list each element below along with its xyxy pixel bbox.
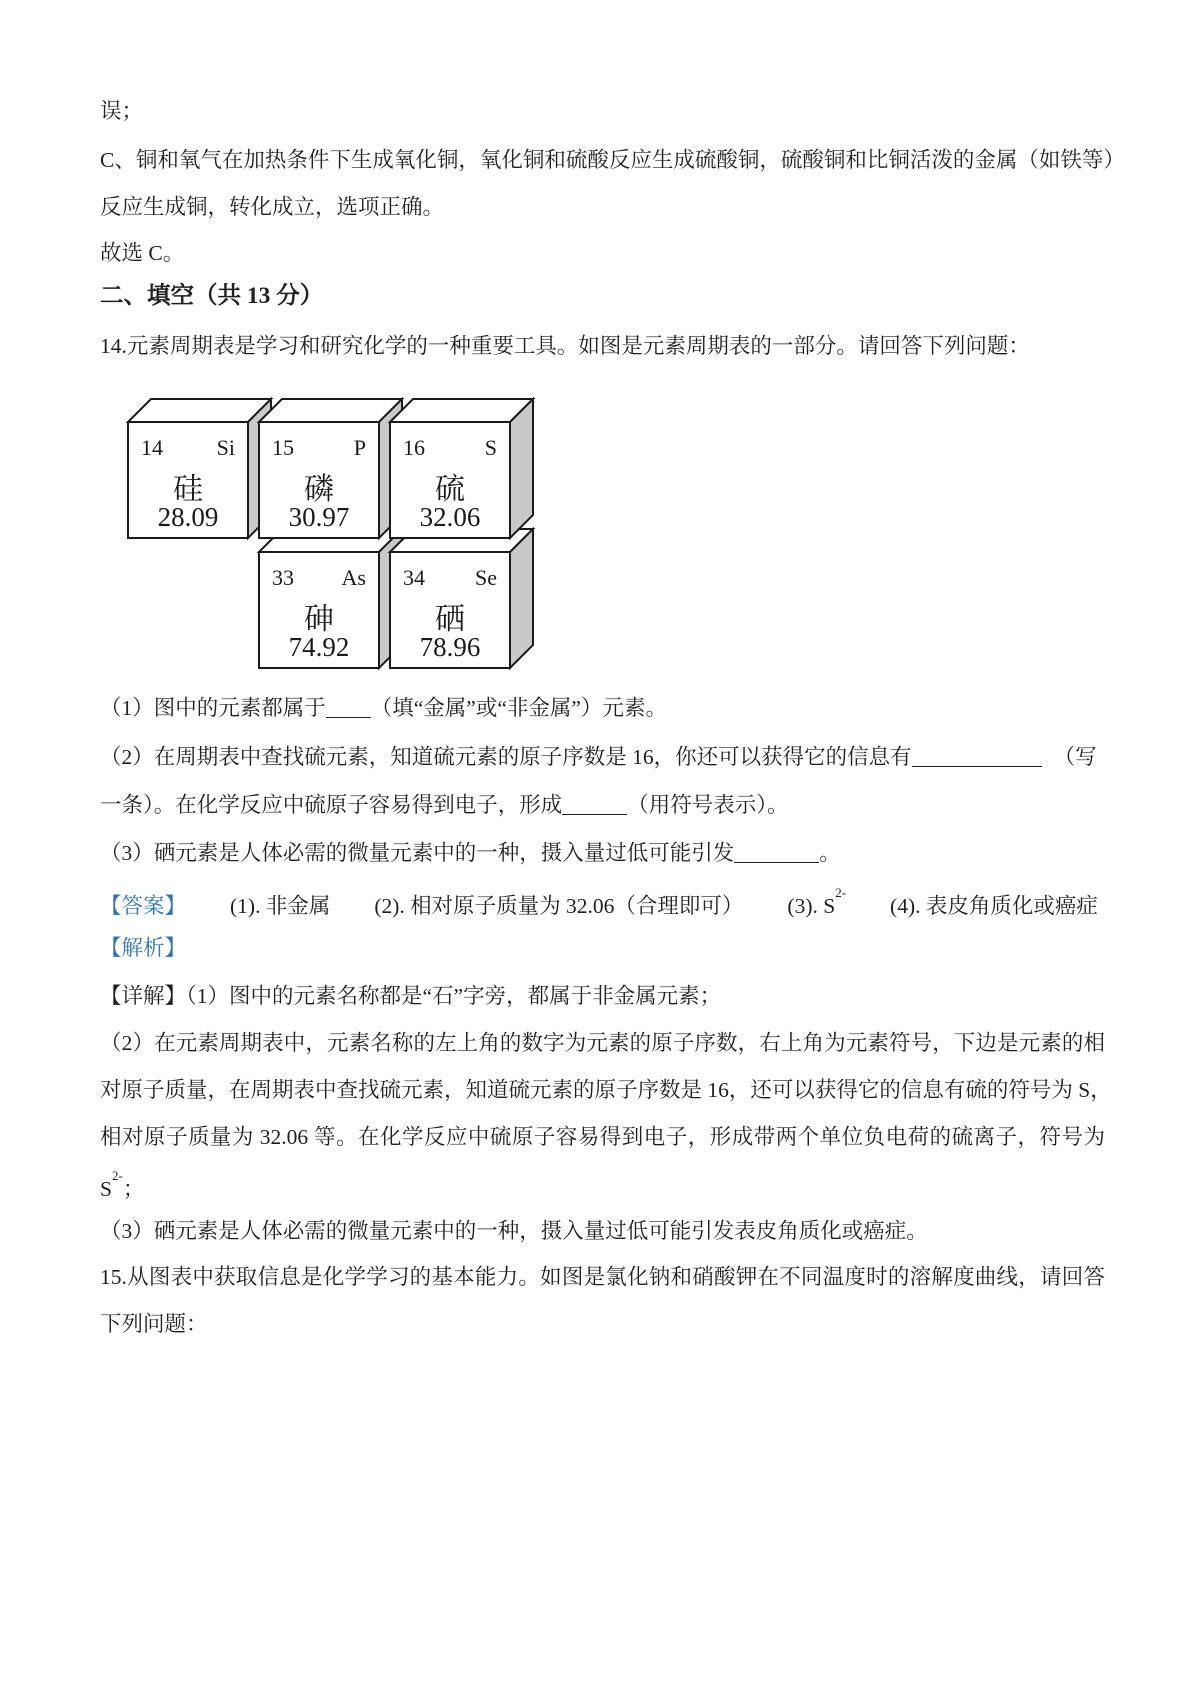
- detail-paragraph-1: [100, 982, 1105, 1010]
- element-cell-si: [128, 399, 271, 538]
- answer-item-3: (3). $S^{2-}$: [787, 885, 847, 919]
- sub2-text-before: （2）在周期表中查找硫元素，知道硫元素的原子序数是 16，你还可以获得它的信息有: [100, 745, 912, 769]
- element-symbol: As: [341, 565, 366, 590]
- explanation-line-option-c: C、铜和氧气在加热条件下生成氧化铜，氧化铜和硫酸反应生成硫酸铜，硫酸铜和比铜活泼的金属（如铁等）: [100, 148, 1125, 172]
- element-number: 14: [141, 435, 163, 460]
- detail-paragraph-2-line4: [100, 1170, 1105, 1203]
- detail-paragraph-2-line1: （2）在元素周期表中，元素名称的左上角的数字为元素的原子序数，右上角为元素符号，下边是元素的相: [100, 1031, 1105, 1055]
- element-cell-s: [390, 399, 533, 538]
- element-symbol: S: [484, 435, 497, 460]
- detail-paragraph-2-line2: 对原子质量，在周期表中查找硫元素，知道硫元素的原子序数是 16，还可以获得它的信息有硫的符号为 S，: [100, 1078, 1112, 1102]
- answer-item-2: (2). 相对原子质量为 32.06（合理即可）: [374, 894, 744, 919]
- question-15-stem-line2: 下列问题：: [100, 1312, 208, 1336]
- answer-label: 【答案】: [100, 894, 187, 919]
- detail-paragraph-3: （3）硒元素是人体必需的微量元素中的一种，摄入量过低可能引发表皮角质化或癌症。: [100, 1219, 928, 1243]
- element-name: 硅: [173, 473, 203, 506]
- section-header: 二、填空（共 13 分）: [100, 283, 324, 309]
- sub1-text-after: （填“金属”或“非金属”）元素。: [370, 696, 667, 720]
- question-14-sub2-line2: [100, 791, 1105, 819]
- explanation-line-wu: 误；: [100, 99, 144, 123]
- element-mass: 74.92: [288, 632, 350, 662]
- fill-blank: [562, 793, 627, 816]
- detail-paragraph-2-line3: 相对原子质量为 32.06 等。在化学反应中硫原子容易得到电子，形成带两个单位负电荷的硫离子，符号为: [100, 1125, 1105, 1149]
- ion-symbol-tail: ；: [122, 1177, 145, 1202]
- superscript: 2-: [835, 885, 847, 900]
- periodic-table-diagram: [110, 372, 540, 674]
- element-number: 33: [272, 565, 294, 590]
- sub2-line2-after: （用符号表示）。: [627, 793, 789, 817]
- element-cell-se: [390, 529, 533, 668]
- element-mass: 30.97: [288, 502, 350, 532]
- element-name: 硒: [435, 603, 465, 636]
- element-cell-as: [259, 529, 402, 668]
- element-cell-p: [259, 399, 402, 538]
- sub2-line2-before: 一条）。在化学反应中硫原子容易得到电子，形成: [100, 793, 563, 817]
- question-15-stem-line1: 15.从图表中获取信息是化学学习的基本能力。如图是氯化钠和硝酸钾在不同温度时的溶解度曲线，请回答: [100, 1265, 1105, 1289]
- detail-p1-text: （1）图中的元素名称都是“石”字旁，都属于非金属元素；: [186, 984, 722, 1008]
- element-mass: 32.06: [419, 502, 481, 532]
- fill-blank: [912, 745, 1042, 768]
- answer-item-1: (1). 非金属: [230, 894, 331, 919]
- fill-blank: [326, 696, 371, 719]
- element-name: 磷: [304, 473, 334, 506]
- question-14-sub3: [100, 839, 1105, 867]
- element-symbol: Se: [475, 565, 497, 590]
- question-14-sub1: [100, 694, 1105, 722]
- ion-symbol-base: S: [100, 1177, 112, 1202]
- fill-blank: [734, 841, 819, 864]
- element-mass: 28.09: [157, 502, 219, 532]
- element-symbol: P: [353, 435, 366, 460]
- superscript: 2-: [111, 1168, 123, 1183]
- element-number: 15: [272, 435, 294, 460]
- detail-label: 【详解】: [100, 984, 187, 1008]
- answer-item-4: (4). 表皮角质化或癌症: [890, 894, 1098, 919]
- sub3-text-after: 。: [819, 841, 841, 865]
- sub1-text-before: （1）图中的元素都属于: [100, 696, 326, 720]
- answer-row: [100, 887, 1105, 920]
- explanation-line-answer-choice: 故选 C。: [100, 241, 185, 265]
- element-name: 砷: [304, 603, 334, 636]
- element-mass: 78.96: [419, 632, 481, 662]
- element-number: 34: [403, 565, 425, 590]
- analysis-label: 【解析】: [100, 936, 187, 960]
- sub2-text-after: （写: [1053, 745, 1097, 769]
- explanation-line-conclusion: 反应生成铜，转化成立，选项正确。: [100, 195, 445, 219]
- sub3-text-before: （3）硒元素是人体必需的微量元素中的一种，摄入量过低可能引发: [100, 841, 735, 865]
- element-number: 16: [403, 435, 425, 460]
- element-symbol: Si: [216, 435, 235, 460]
- question-14-stem: 14.元素周期表是学习和研究化学的一种重要工具。如图是元素周期表的一部分。请回答下列问题：: [100, 334, 1030, 358]
- element-name: 硫: [435, 473, 465, 506]
- question-14-sub2-line1: [100, 743, 1105, 771]
